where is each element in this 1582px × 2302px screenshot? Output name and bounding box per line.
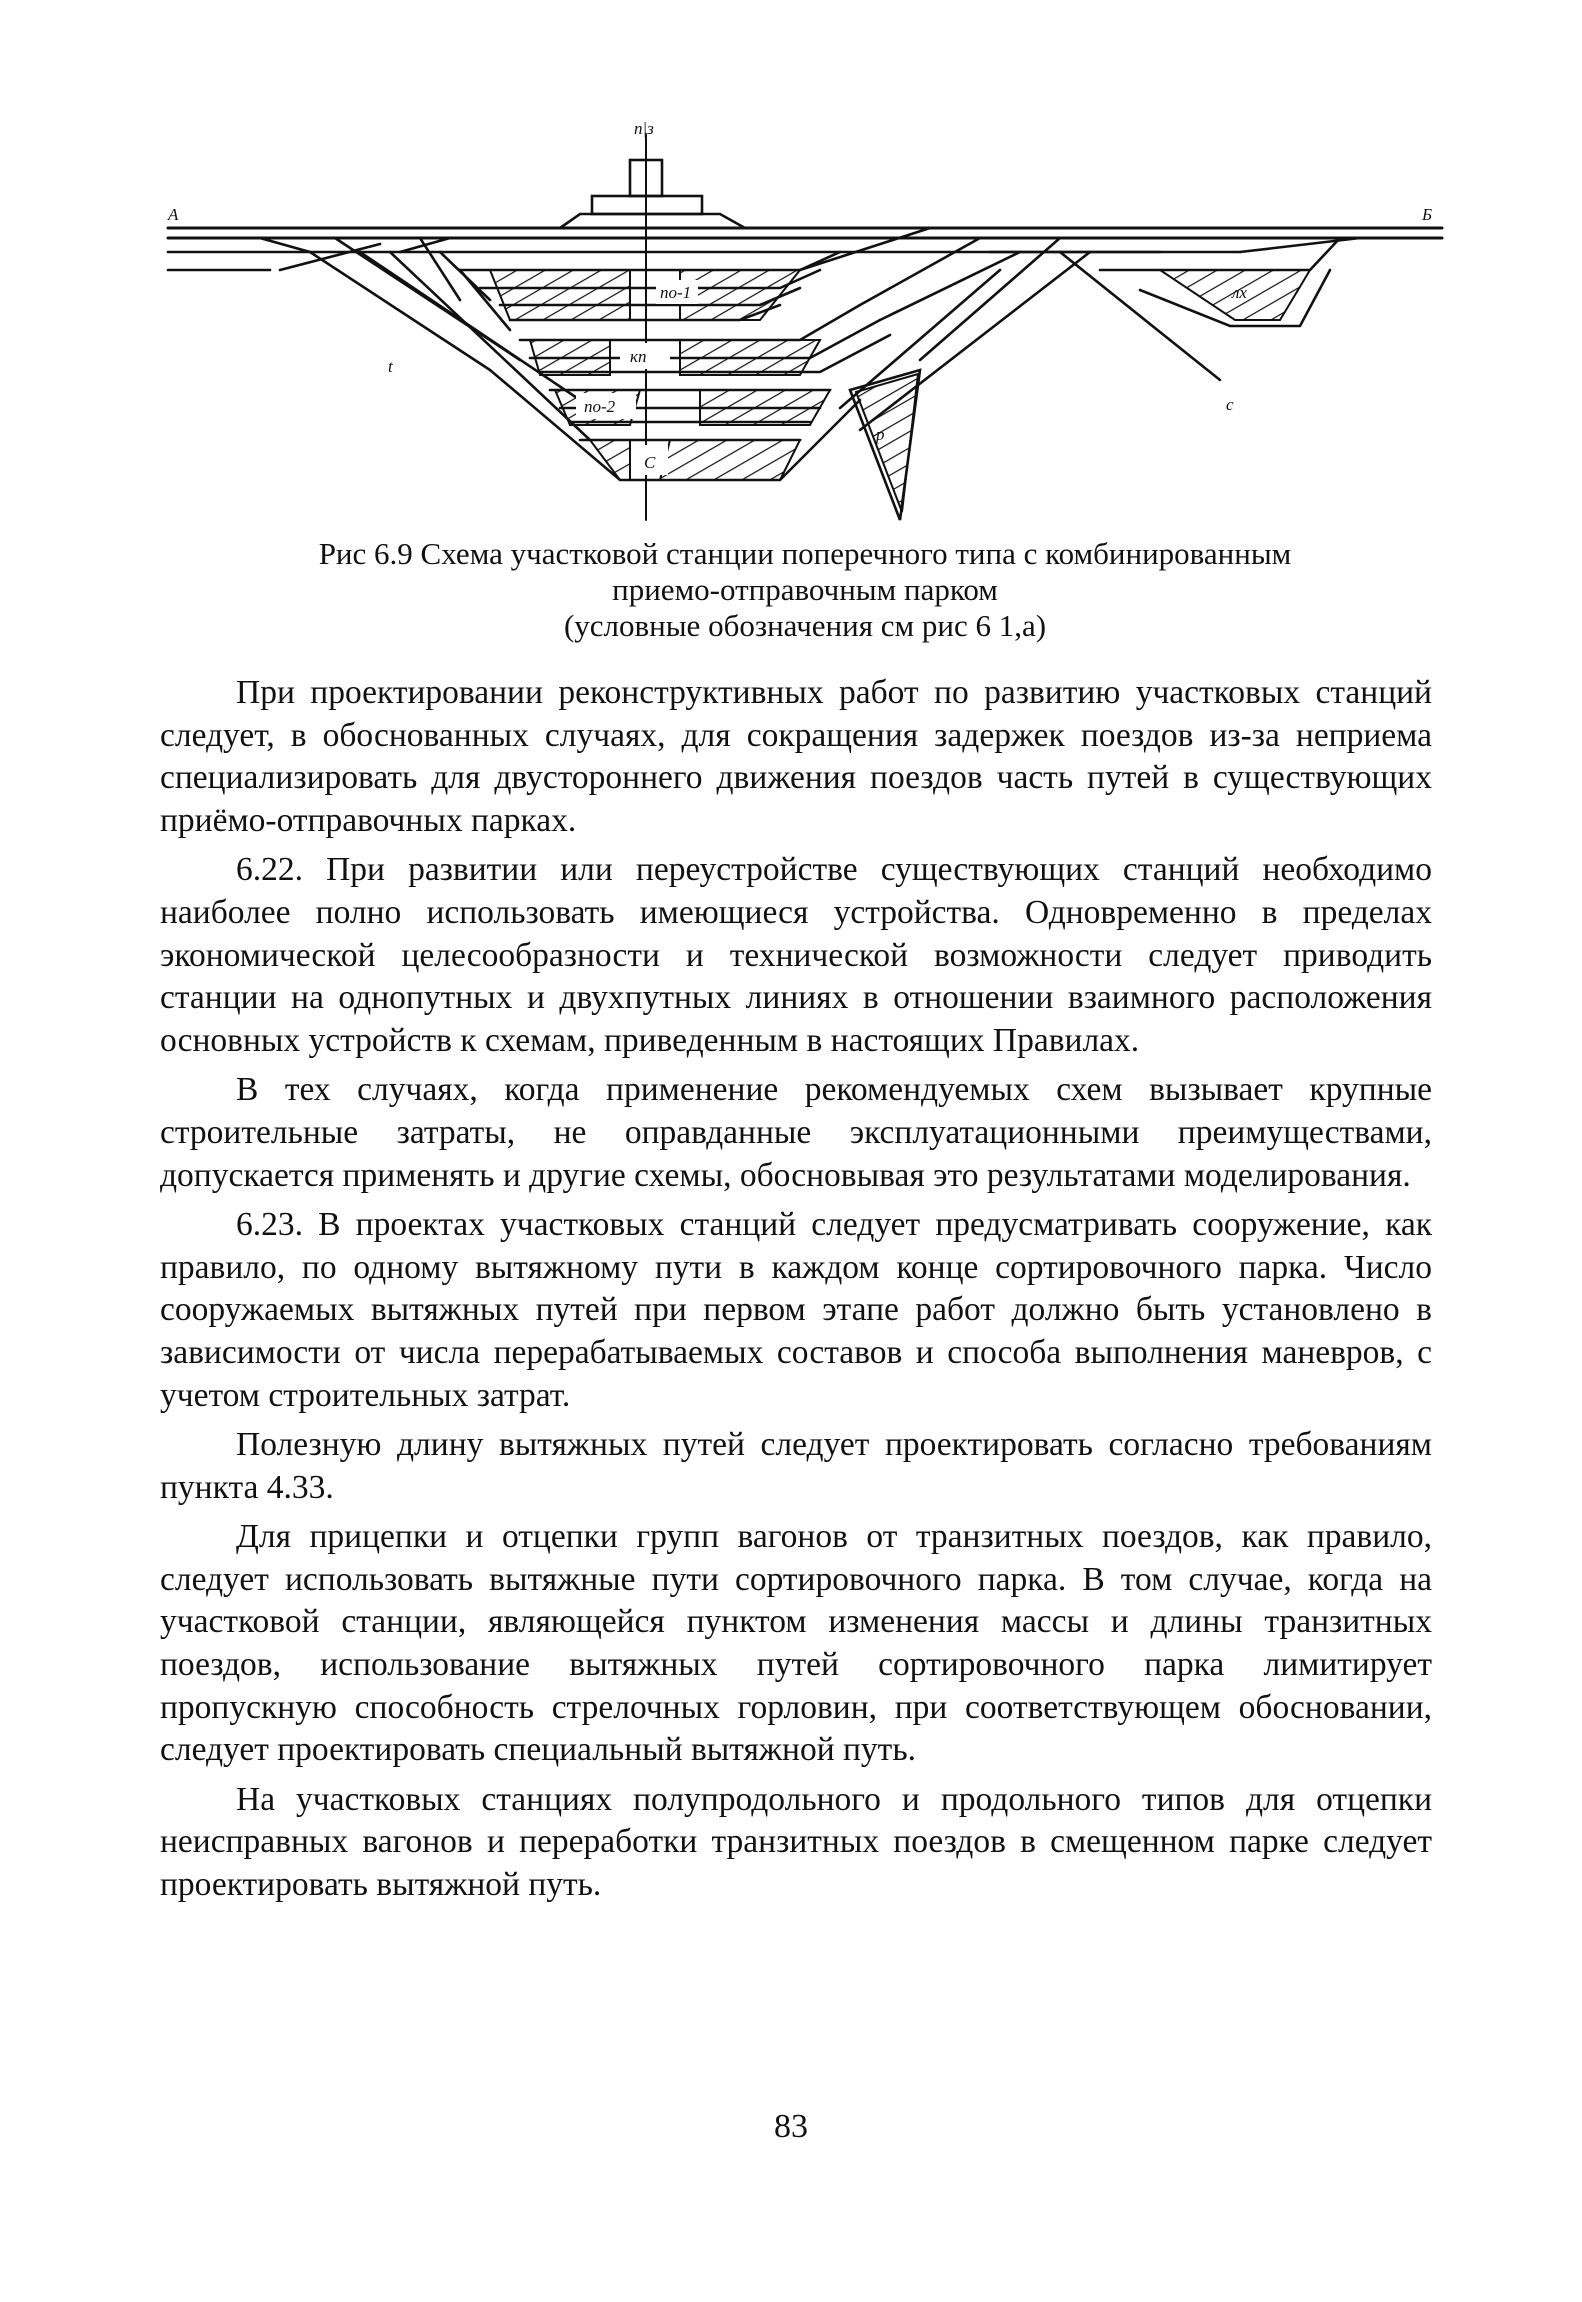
paragraph-4: 6.23. В проектах участковых станций следует предусматривать сооружение, как правило, по одному вытяжному пути в каждом конце сортировочного парка. Число сооружаемых вытяжных путей при первом этапе работ должно быть установлено в зависимости от числа перерабатываемых составов и способа выполнения маневров, с учетом строительных затрат. (160, 1206, 1432, 1414)
caption-line-3: (условные обозначения см рис 6 1,а) (563, 608, 1047, 643)
paragraph-5: Полезную длину вытяжных путей следует проектировать согласно требованиям пункта 4.33. (160, 1426, 1432, 1506)
label-left-end: А (168, 205, 179, 224)
label-po1: по-1 (660, 283, 692, 302)
label-kp: кп (630, 347, 647, 366)
label-hump-left: t (388, 357, 393, 376)
label-locomotive: лх (1232, 283, 1247, 302)
figure-caption (160, 536, 1450, 644)
label-top: п|з (634, 120, 654, 138)
label-po2: по-2 (584, 397, 616, 416)
label-hump-right: с (1226, 395, 1234, 414)
caption-line-2: приемо-отправочным парком (612, 572, 998, 607)
station-scheme-diagram (160, 120, 1450, 540)
park-po2-hatch-right (700, 390, 830, 425)
label-right-end: Б (1422, 205, 1433, 224)
paragraph-6: Для прицепки и отцепки групп вагонов от транзитных поездов, как правило, следует использовать вытяжные пути сортировочного парка. В том случае, когда на участковой станции, являющейся пунктом изменения массы и длины транзитных поездов, использование вытяжных путей сортировочного парка лимитирует пропускную способность стрелочных горловин, при соответствующем обосновании, следует проектировать специальный вытяжной путь. (160, 1518, 1432, 1769)
repair-depot-hatch (856, 374, 918, 512)
park-kp-hatch-left (530, 340, 610, 375)
paragraph-3: В тех случаях, когда применение рекомендуемых схем вызывает крупные строительные затраты, не оправданные эксплуатационными преимуществами, допускается применять и другие схемы, обосновывая это результатами моделирования. (160, 1071, 1432, 1194)
sort-park-hatch-right (660, 440, 800, 480)
paragraph-7: На участковых станциях полупродольного и продольного типов для отцепки неисправных вагонов и переработки транзитных поездов в смещенном парке следует проектировать вытяжной путь. (160, 1780, 1432, 1904)
paragraph-1: При проектировании реконструктивных работ по развитию участковых станций следует, в обоснованных случаях, для сокращения задержек поездов из-за неприема специализировать для двустороннего движения поездов часть путей в существующих приёмо-отправочных парках. (160, 674, 1432, 839)
park-kp-hatch-right (680, 340, 820, 375)
park-po1-hatch-left (490, 270, 630, 320)
station-scheme-figure (160, 120, 1450, 540)
label-repair: р (876, 425, 885, 444)
body-text (160, 672, 1432, 1914)
caption-line-1: Рис 6.9 Схема участковой станции поперечного типа с комбинированным (318, 536, 1292, 571)
page-number: 83 (774, 2108, 808, 2145)
label-sort: С (644, 453, 656, 472)
paragraph-2: 6.22. При развитии или переустройстве существующих станций необходимо наиболее полно использовать имеющиеся устройства. Одновременно в пределах экономической целесообразности и технической возможности следует приводить станции на однопутных и двухпутных линиях в отношении взаимного расположения основных устройств к схемам, приведенным в настоящих Правилах. (160, 851, 1432, 1059)
